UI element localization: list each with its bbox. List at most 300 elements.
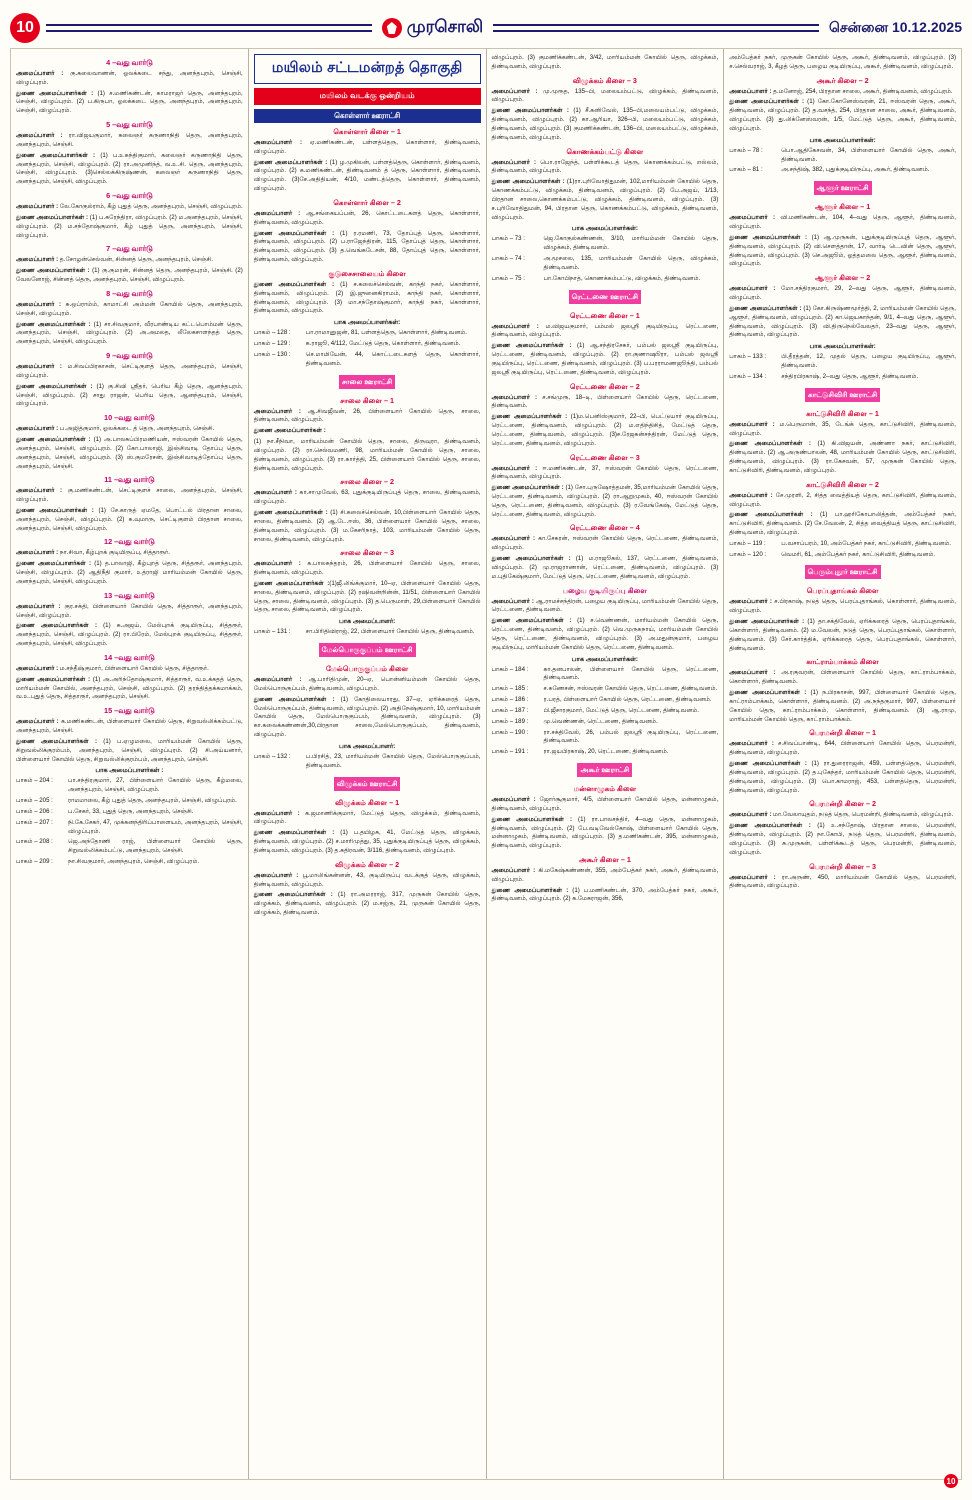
organizer-names: (1) சோ.புருஷோத்தமன், 35,மாரியம்மன் கோயில் தெரு, ரெட்டணை, திண்டிவனம், விழுப்புரம். (2) ரா.ஆறுமுகம், 40, ஈஸ்வரன் கோயில் தெரு, ரெட்டணை, திண்டிவனம், விழுப்புரம். (3) ர.வேங்கேஷ், மேட்டுத் தெரு, ரெட்டணை, திண்டிவனம், விழுப்புரம். bbox=[491, 484, 719, 518]
organizer-names: கி.மகேஷ்கண்ணன், 355, அம்பேத்கர் நகர், அகூர், திண்டிவனம், விழுப்புரம். bbox=[491, 867, 719, 883]
organizer-paragraph bbox=[492, 159, 719, 177]
organizer-role-label: அமைப்பாளர் : bbox=[16, 363, 62, 371]
organizer-role-label: அமைப்பாளர் : bbox=[729, 873, 776, 881]
organizer-role-label: துணை அமைப்பாளர்கள் : bbox=[491, 342, 572, 350]
organizer-paragraph bbox=[254, 696, 481, 740]
organizer-names: ச.சங்முரூ, 18–டி, பிள்ளையார் கோயில் தெரு, ரெட்டணை, திண்டிவனம். bbox=[491, 393, 719, 410]
part-organizer-row bbox=[16, 808, 243, 817]
organizer-paragraph bbox=[254, 210, 481, 228]
part-organizer-row bbox=[254, 628, 481, 637]
part-organizer-details: சந்திரபிரகாஷ், 2–வது தெரு, ஆளூர், திண்டிவனம். bbox=[781, 372, 919, 380]
organizer-names: கா.சேகரன், ஈஸ்வரன் கோயில் தெரு, ரெட்டணை, திண்டிவனம், விழுப்புரம். bbox=[491, 535, 719, 552]
organizer-paragraph bbox=[254, 438, 481, 473]
organizer-role-label: அமைப்பாளர் : bbox=[253, 209, 301, 217]
organizer-role-label: துணை அமைப்பாளர்கள் : bbox=[729, 689, 807, 697]
organizer-paragraph bbox=[254, 489, 481, 507]
organizer-role-label: அமைப்பாளர் : bbox=[253, 809, 300, 817]
organizer-role-label: அமைப்பாளர் : bbox=[16, 664, 59, 672]
organizer-role-label: அமைப்பாளர் : bbox=[253, 560, 301, 568]
branch-heading: அகூர் கிளை – 2 bbox=[816, 75, 869, 85]
branch-heading: ரெட்டணை கிளை – 1 bbox=[569, 310, 640, 320]
part-number: பாகம் – 134 : bbox=[729, 372, 767, 380]
column-3 bbox=[486, 49, 724, 1479]
organizer-paragraph bbox=[492, 107, 719, 142]
organizer-names: (1) ர.ரமணி, 73, தோப்புத் தெரு, கொள்ளார், திண்டிவனம், விழுப்புரம். (2) ப.ராஜேந்திரன், 115, தோப்புத் தெரு, கொள்ளார், திண்டிவனம், விழுப்புரம். (3) த.வெங்கடேசன், 88, தோப்புத் தெரு, கொள்ளார், திண்டிவனம், விழுப்புரம். bbox=[253, 229, 481, 264]
organizer-paragraph bbox=[729, 811, 956, 820]
part-organizer-row bbox=[492, 275, 719, 284]
organizer-names: (1) கு.சிவி ஸ்ரீதர், பெரிய கீழ் தெரு, ஆனந்தபுரம், செஞ்சி, விழுப்புரம். (2) சாது ராஜன், பெரிய தெரு, ஆனந்தபுரம், செஞ்சி, விழுப்புரம். bbox=[16, 382, 243, 408]
organizer-role-label: அமைப்பாளர் : bbox=[491, 535, 536, 543]
organizer-names: கு.கலைவாணன், ஓலக்கடை சந்து, அனந்தபுரம், செஞ்சி, விழுப்புரம். bbox=[16, 70, 243, 86]
organizer-paragraph bbox=[492, 342, 719, 377]
organizer-role-label: அமைப்பாளர் : bbox=[16, 425, 59, 433]
organizer-paragraph bbox=[16, 363, 243, 381]
organizer-paragraph bbox=[729, 740, 956, 758]
part-organizer-row bbox=[492, 718, 719, 727]
part-organizer-details: ப.பிரசித், 23, மாரியம்மன் கோயில் தெரு, மேல்பொருகுப்பம், திண்டிவனம். bbox=[305, 752, 481, 769]
organizer-paragraph bbox=[254, 427, 481, 436]
organizer-names: (1)ஜீ.லிங்க்குமார், 10–ஏ, பிள்ளையார் கோயில் தெரு, சாலை, திண்டிவனம், விழுப்புரம். (2) ரஷிவன்றின்ன், 11/51, பிள்ளையார் கோயில் தெரு, சாலை, திண்டிவனம், விழுப்புரம். (3) த.பெருமாள், 29,பிள்ளையார் கோயில் தெரு, சாலை, திண்டிவனம், விழுப்புரம். bbox=[253, 579, 481, 614]
organizer-paragraph bbox=[492, 598, 719, 616]
organizer-role-label: துணை அமைப்பாளர்கள் : bbox=[16, 89, 94, 97]
columns-container bbox=[10, 48, 962, 1480]
organizer-paragraph bbox=[729, 98, 956, 133]
branch-heading: விழுக்கம் கிளை – 1 bbox=[335, 797, 400, 807]
part-number: பாகம் – 185 : bbox=[491, 685, 529, 693]
organizer-paragraph bbox=[16, 301, 243, 319]
organizer-names: ஜோர்சூகுமார், 4/5, பிள்ளையார் கோயில் தெரு, மன்னாழுகம், திண்டிவனம், விழுப்புரம். bbox=[491, 796, 719, 812]
part-number: பாகம் – 131 : bbox=[253, 628, 291, 636]
branch-heading: கொணக்கம்பட்டு கிளை bbox=[566, 146, 644, 156]
part-number: பாகம் – 186 : bbox=[491, 696, 529, 704]
panchayat-banner-wrap bbox=[492, 759, 719, 780]
part-organizer-details: ப.சேகர், 33, புதுத் தெரு, அனந்தபுரம், செஞ்சி. bbox=[68, 807, 194, 815]
organizer-names: க.மணிகண்டன், பிள்ளையார் கோயில் தெரு, சிறுவல்லிக்கம்பட்டு, அனந்தபுரம், செஞ்சி. bbox=[16, 718, 243, 735]
organizer-role-label: அமைப்பாளர் : bbox=[491, 87, 538, 95]
organizer-paragraph bbox=[492, 394, 719, 412]
branch-heading: விழுக்கம் கிளை – 3 bbox=[572, 75, 637, 85]
branch-heading: பெரப்புதாங்கல் கிளை bbox=[806, 586, 879, 596]
part-organizers-heading: பாக அமைப்பாளர்கள்: bbox=[809, 136, 876, 144]
edition-date: சென்னை 10.12.2025 bbox=[829, 18, 963, 35]
part-organizer-details: பா.சந்திரகுமார், 27, பிள்ளையார் கோயில் தெரு, கீழ்மலை, அனந்தபுரம், செஞ்சி, விழுப்புரம். bbox=[68, 777, 243, 794]
organizer-role-label: துணை அமைப்பாளர்கள் : bbox=[729, 511, 813, 519]
part-organizers-heading: பாக அமைப்பாளர்கள்: bbox=[571, 655, 638, 663]
organizer-role-label: துணை அமைப்பாளர்கள் : bbox=[491, 617, 572, 625]
organizer-names: ரா.விஜயகுமார், கலைஞர் கருணாநிதி தெரு, அனந்தபுரம், அனந்தபுரம், செஞ்சி. bbox=[16, 132, 243, 148]
organizer-names: ரா.அருண், 450, மாரியம்மன் கோயில் தெரு, பெரமன்றி, திண்டிவனம், விழுப்புரம். bbox=[729, 873, 956, 890]
part-organizer-details: பொ.ஆதிகேசவன், 34, பிள்ளையார் கோயில் தெரு, அகூர், திண்டிவனம். bbox=[781, 146, 956, 163]
part-number: பாகம் – 205 : bbox=[16, 797, 53, 805]
part-organizer-details: நி.கே.சேகர், 47, முக்கனந்திரிப்பாளையம், அனந்தபுரம், செஞ்சி, விழுப்புரம். bbox=[68, 818, 243, 835]
organizer-names: மா.வேலாயுதம், நடுத் தெரு, பெரமன்றி, திண்டிவனம், விழுப்புரம். bbox=[771, 811, 954, 819]
part-organizer-details: ச.கணேசன், ஈஸ்வரன் கோயில் தெரு, ரெட்டணை, திண்டிவனம். bbox=[543, 685, 718, 693]
ward-heading: 11 –வது வார்டு bbox=[104, 475, 155, 485]
organizer-names: (1) ரா.துரைராஜன், 459, பள்ளத்தெரு, பெரமன்றி, திண்டிவனம், விழுப்புரம். (2) த.புகேந்தர், மாரியம்மன் கோயில் தெரு, பெரமன்றி, திண்டிவனம், விழுப்புரம். (3) பொ.காமராஜ், 453, பள்ளத்தெரு, பெரமன்றி, திண்டிவனம், விழுப்புரம். bbox=[729, 760, 956, 794]
branch-heading: ரெட்டணை கிளை – 2 bbox=[569, 381, 640, 391]
footer-page-badge: 10 bbox=[944, 1474, 958, 1488]
part-number: பாகம் – 81 : bbox=[729, 166, 763, 174]
part-organizer-details: ப.வசாப்பரம், 10, அம்பேத்கர் நகர், காட்டுசிவிரி, திண்டிவனம். bbox=[781, 539, 951, 547]
organizer-names: ஆ.சிவஜீவன், 26, பிள்ளையார் கோயில் தெரு, சாலை, திண்டிவனம், விழுப்புரம். bbox=[253, 407, 481, 424]
organizer-paragraph bbox=[729, 669, 956, 687]
organizer-names: (1) ஆ.சந்திரசேகர், பம்பல் ஜலஸ்ரீ குடியிருப்பு, ரெட்டணை, திண்டிவனம், விழுப்புரம். (2) ரா.குணாஷூரா, பம்பல் ஜலஸ்ரீ குடியிருப்பு, ரெட்டணை, திண்டிவனம், விழுப்புரம். (3) ப.பரராமணஜூந்தி, பம்பல் ஜலஸ்ரீ குடியிருப்பு, ரெட்டணை, திண்டிவனம், விழுப்புரம். bbox=[491, 342, 719, 376]
organizer-names: ம.சிவப்பிரகாசன், செட்டிகுளத் தெரு, அனந்தபுரம், செஞ்சி, விழுப்புரம். bbox=[16, 363, 243, 379]
page-title: மயிலம் சட்டமன்றத் தொகுதி bbox=[254, 54, 481, 84]
organizer-names: (1) ப.சுரேந்திரா, விழுப்புரம். (2) ம.அனந்தபுரம், செஞ்சி, விழுப்புரம். (2) ம.சந்தோஷ்குமார், கீழ் புதுத் தெரு, அனந்தபுரம், செஞ்சி, விழுப்புரம். bbox=[16, 213, 243, 239]
organizer-role-label: துணை அமைப்பாளர்கள் : bbox=[16, 213, 89, 221]
ward-heading: 15 –வது வார்டு bbox=[104, 706, 155, 716]
organizer-paragraph bbox=[16, 425, 243, 434]
part-number: பாகம் – 119 : bbox=[729, 539, 766, 547]
organizer-role-label: துணை அமைப்பாளர்கள் : bbox=[253, 829, 335, 837]
organizer-role-label: துணை அமைப்பாளர்கள் : bbox=[253, 280, 335, 288]
page-subtitle: மயிலம் வடக்கு ஒன்றியம் bbox=[254, 88, 481, 105]
branch-heading: ஆளூர் கிளை – 1 bbox=[814, 202, 871, 212]
organizer-names: மு.முரூத, 135–பி, மலையம்பட்டு, விழுக்கம், திண்டிவனம், விழுப்புரம். bbox=[491, 87, 719, 104]
organizer-role-label: துணை அமைப்பாளர்கள் : bbox=[253, 158, 328, 166]
part-number: பாகம் – 204 : bbox=[16, 777, 53, 785]
organizer-role-label: துணை அமைப்பாளர்கள் : bbox=[253, 579, 330, 587]
part-number: பாகம் – 209 : bbox=[16, 858, 53, 865]
part-organizer-details: ஜெ.அந்தோணி ராஜ், பிள்ளையார் கோயில் தெரு, சிறுவல்லிக்கம்பட்டு, அனந்தபுரம், செஞ்சி. bbox=[68, 838, 243, 855]
organizer-names: ம.பெருமான், 35, டேங்க் தெரு, காட்டுசிவிரி, திண்டிவனம், விழுப்புரம். bbox=[729, 420, 956, 437]
organizer-role-label: துணை அமைப்பாளர்கள் : bbox=[729, 233, 808, 241]
organizer-role-label: துணை அமைப்பாளர்கள் : bbox=[16, 320, 91, 328]
organizer-role-label: அமைப்பாளர் : bbox=[16, 718, 59, 726]
organizer-paragraph bbox=[16, 152, 243, 187]
part-organizer-details: ஜெ.கோகுல்கண்ணன், 3/10, மாரியம்மன் கோயில் தெரு, விழுக்கம், திண்டிவனம். bbox=[543, 235, 719, 252]
organizer-role-label: அமைப்பாளர் : bbox=[491, 464, 538, 472]
part-organizers-heading: பாக அமைப்பாளர்கள்: bbox=[809, 343, 876, 351]
organizer-paragraph bbox=[16, 718, 243, 736]
flame-icon bbox=[382, 18, 402, 38]
panchayat-banner: மேல்பொருகுப்பம் ஊராட்சி bbox=[319, 643, 416, 657]
organizer-paragraph bbox=[729, 421, 956, 439]
part-organizer-details: நா.சிவகுமார், அனந்தபுரம், செஞ்சி, விழுப்புரம். bbox=[68, 858, 200, 865]
organizer-paragraph bbox=[16, 267, 243, 285]
organizer-paragraph bbox=[16, 507, 243, 533]
part-number: பாகம் – 189 : bbox=[491, 717, 529, 725]
panchayat-banner: விழுக்கம் ஊராட்சி bbox=[334, 777, 401, 791]
part-organizers-heading: பாக அமைப்பாளர்: bbox=[338, 618, 396, 626]
part-organizer-details: பி.தீரத்தன், 12, முதல் தெரு, பழைய குடியிருப்பு, ஆளூர், திண்டிவனம். bbox=[781, 353, 956, 370]
organizer-role-label: துணை அமைப்பாளர்கள் : bbox=[729, 440, 811, 448]
organizer-names: (1) கோ.கோனேஸ்வரன், 21, ஈஸ்வரன் தெரு, அகூர், திண்டிவனம், விழுப்புரம். (2) த.வசந்த், 254, பிரதான சாலை, அகூர், திண்டிவனம், விழுப்புரம். (3) து.லிக்னேஸ்வரன், 1/5, மேட்டுத் தெரு, அகூர், திண்டிவனம், விழுப்புரம். bbox=[729, 98, 956, 132]
panchayat-banner-wrap bbox=[492, 286, 719, 307]
organizer-paragraph bbox=[254, 159, 481, 194]
organizer-paragraph bbox=[16, 90, 243, 116]
organizer-role-label: அமைப்பாளர் : bbox=[16, 256, 59, 264]
branch-heading: கொள்ளார் கிளை – 1 bbox=[333, 127, 401, 136]
part-organizer-details: பா.ராமானுஜன், 81, பள்ளத்தெரு, கொள்ளார், திண்டிவனம். bbox=[305, 329, 467, 337]
ward-heading: 4 –வது வார்டு bbox=[106, 58, 153, 67]
organizer-names: (1) த.பாலாஜி, கீழ்புறத் தெரு, சித்தரூர், அனந்தபுரம், செஞ்சி, விழுப்புரம். (2) ஆதிநீதி குமார், உத்ராஜி மாரியம்மன் கோயில் தெரு, அனந்தபுரம், செஞ்சி, விழுப்புரம். bbox=[16, 560, 243, 585]
branch-heading: பெரமன்றி கிளை – 2 bbox=[809, 799, 876, 809]
part-number: பாகம் – 78 : bbox=[729, 146, 763, 154]
part-organizer-row bbox=[16, 777, 243, 795]
part-organizer-row bbox=[16, 858, 243, 867]
organizer-role-label: அமைப்பாளர் : bbox=[16, 487, 63, 495]
part-organizer-row bbox=[492, 696, 719, 705]
panchayat-banner: அகூர் ஊராட்சி bbox=[577, 763, 632, 777]
branch-heading: காட்டுசிவிரி கிளை – 1 bbox=[806, 408, 879, 418]
part-organizer-row bbox=[492, 685, 719, 694]
organizer-paragraph bbox=[254, 891, 481, 917]
organizer-names: (1) ரா.பாலசந்திர், 4–வது தெரு, மன்னாழுகம், திண்டிவனம், விழுப்புரம். (2) பே.வடிவேல்கோஷ், பிள்ளையார் கோயில் தெரு, மன்னாழுகம், திண்டிவனம், விழுப்புரம். (3) த.மணிகண்டன், 395, மன்னாழுகம், திண்டிவனம், விழுப்புரம். bbox=[491, 815, 719, 850]
part-organizer-row bbox=[254, 753, 481, 771]
organizer-paragraph bbox=[254, 829, 481, 855]
publication-name: முரசொலி bbox=[406, 17, 484, 36]
organizer-names: க.பாலசுந்தரம், 26, பிள்ளையார் கோயில் தெரு, சாலை, திண்டிவனம், விழுப்புரம். bbox=[253, 560, 481, 577]
organizer-role-label: துணை அமைப்பாளர்கள் : bbox=[253, 695, 335, 703]
organizer-paragraph bbox=[254, 230, 481, 265]
part-organizer-row bbox=[729, 373, 956, 382]
masthead-rule-left bbox=[46, 24, 372, 32]
panchayat-banner-wrap bbox=[729, 561, 956, 582]
organizer-names: (1) ம.ராஜூகல், 137, ரெட்டணை, திண்டிவனம், விழுப்புரம். (2) மு.ராஜராணான், ரெட்டணை, திண்டிவனம், விழுப்புரம். (3) ம.புதிகேஷ்குமார், மேட்டுத் தெரு, ரெட்டணை, திண்டிவனம், விழுப்புரம். bbox=[491, 555, 719, 580]
organizer-role-label: அமைப்பாளர் : bbox=[729, 87, 772, 95]
organizer-names: ச.சிவப்பாண்டி, 644, பிள்ளையார் கோயில் தெரு, பெரமன்றி, திண்டிவனம், விழுப்புரம். bbox=[729, 740, 956, 757]
organizer-role-label: அமைப்பாளர் : bbox=[491, 597, 534, 605]
organizer-names: (1) அ.பாலசுப்பிரமணியன், ஈஸ்வரன் கோயில் தெரு, அனந்தபுரம், செஞ்சி, விழுப்புரம். (2) கோ.பாலாஜி, இஞ்சிவாடி தோப்பு தெரு, அனந்தபுரம், செஞ்சி, விழுப்புரம். (3) ஸ்.குமரேசன், இஞ்சிவாடித்தோப்பு தெரு, அனந்தபுரம், செஞ்சி. bbox=[16, 436, 243, 470]
organizer-role-label: துணை அமைப்பாளர்கள் : bbox=[16, 151, 96, 159]
part-organizer-row bbox=[729, 540, 956, 549]
organizer-paragraph bbox=[492, 323, 719, 341]
organizer-names: ஆ.ராமச்சந்திரன், பழைய குடியிருப்பு, மாரியம்மன் கோயில் தெரு, ரெட்டணை, திண்டிவனம். bbox=[491, 597, 719, 614]
branch-heading: விழுக்கம் கிளை – 2 bbox=[335, 859, 400, 869]
panchayat-banner: பெரும்புதூர் ஊராட்சி bbox=[805, 565, 881, 579]
part-organizers-heading: பாக அமைப்பாளர்கள்: bbox=[571, 225, 638, 233]
organizer-paragraph bbox=[492, 535, 719, 553]
organizer-names: (1) கோதிலையாரது, 37–ஏ, ஏரிக்கரைத் தெரு, மேல்பொருகுப்பம், திண்டிவனம், விழுப்புரம். (2) அதிநேஷ்குமார், 10, மாரியம்மன் கோயில் தெரு, மேல்பொருகுப்பம், திண்டிவனம், விழுப்புரம். (3) கா.கலைக்கண்ணன்,30,பிரதான சாலை,மேல்பொருகுப்பம், திண்டிவனம், விழுப்புரம். bbox=[253, 695, 481, 739]
part-number: பாகம் – 129 : bbox=[253, 340, 291, 348]
part-organizer-row bbox=[729, 166, 956, 175]
organizer-paragraph bbox=[16, 603, 243, 621]
organizer-names: ஏ.மணிகண்டன், பள்ளத்தெரு, கொள்ளார், திண்டிவனம், விழுப்புரம். bbox=[253, 139, 481, 155]
panchayat-banner-wrap bbox=[729, 384, 956, 405]
organizer-role-label: அமைப்பாளர் : bbox=[253, 676, 302, 684]
branch-heading: குடுசைசாலையம் கிளை bbox=[328, 268, 406, 278]
organizer-role-label: துணை அமைப்பாளர்கள் : bbox=[16, 506, 94, 514]
organizer-paragraph bbox=[16, 665, 243, 674]
column-2 bbox=[248, 49, 486, 1479]
organizer-role-label: துணை அமைப்பாளர்கள் : bbox=[253, 427, 326, 435]
organizer-paragraph bbox=[729, 492, 956, 510]
organizer-paragraph bbox=[729, 305, 956, 340]
organizer-names: (1) தா.சக்திவேல், ஏரிக்கரைத் தெரு, பெரப்புதாங்கல், கொள்ளார், திண்டிவனம். (2) ம.வேலன், நடுத் தெரு, பெரப்புதாங்கல், கொள்ளார், திண்டிவனம். (3) சேர்.கார்த்திக், ஏரிக்கரைத் தெரு, பெரப்புதாங்கல், கொள்ளார், திண்டிவனம். bbox=[729, 618, 956, 652]
ward-heading: 13 –வது வார்டு bbox=[104, 590, 155, 600]
organizer-paragraph bbox=[729, 689, 956, 724]
organizer-paragraph bbox=[16, 676, 243, 702]
organizer-names: குர.சக்தி, பிள்ளையார் கோயில் தெரு, சித்தாரூர், அனந்தபுரம், செஞ்சி, விழுப்புரம். bbox=[16, 602, 243, 619]
organizer-role-label: துணை அமைப்பாளர்கள் : bbox=[253, 891, 333, 899]
organizer-role-label: அமைப்பாளர் : bbox=[729, 491, 773, 499]
organizer-paragraph bbox=[492, 617, 719, 652]
part-number: பாகம் – 128 : bbox=[253, 329, 291, 337]
organizer-role-label: துணை அமைப்பாளர்கள் : bbox=[16, 267, 90, 275]
organizer-paragraph bbox=[16, 214, 243, 240]
organizer-paragraph bbox=[729, 234, 956, 269]
part-organizer-details: கா.தனபாலன், பிள்ளையார் கோயில் தெரு, ரெட்டணை, திண்டிவனம். bbox=[543, 665, 719, 682]
organizer-names: (1) ச.வெண்ணன், மாரியம்மன் கோயில் தெரு, ரெட்டணை, திண்டிவனம், விழுப்புரம். (2) வெ.முருகநாய், மாரியம்மன் கோயில் தெரு, ரெட்டணை, திண்டிவனம், விழுப்புரம். (3) அ.மதுன்குமார், பழைய குடியிருப்பு, மாரியம்மன் கோயில் தெரு, ரெட்டணை, திண்டிவனம். bbox=[491, 617, 719, 651]
ward-heading: 7 –வது வார்டு bbox=[106, 244, 153, 254]
part-number: பாகம் – 187 : bbox=[491, 706, 529, 714]
branch-heading: பெரமன்றி கிளை – 1 bbox=[809, 728, 876, 738]
organizer-names: ச.பிரகாஷ், நடுத் தெரு, பெரப்புதாங்கல், கொள்ளார், திண்டிவனம், விழுப்புரம். bbox=[729, 598, 956, 615]
panchayat-banner-wrap bbox=[254, 371, 481, 392]
organizer-names: (1) ப.மணிகண்டன், 370, அம்பேத்கர் நகர், அகூர், திண்டிவனம், விழுப்புரம். (2) க.மேகராஜன், 356, bbox=[491, 886, 719, 903]
organizer-paragraph bbox=[492, 413, 719, 448]
organizer-names: (1) சீ.கனிவேல், 135–பி,மலையம்பட்டு, விழுக்கம், திண்டிவனம், விழுப்புரம். (2) கா.ஆரியா, 326–பி, மலையம்பட்டு, விழுக்கம், திண்டிவனம், விழுப்புரம். (3) குமணிக்கண்டன், 136–பி, மலையம்பட்டு, விழுக்கம், திண்டிவனம், விழுப்புரம். bbox=[491, 107, 719, 141]
organizer-names: (1)ரா.புரிவோதிதுமன், 102,மாரியம்மன் கோயில் தெரு, கொணக்கம்பட்டு, விழுக்கம், திண்டிவனம், விழுப்புரம். (2) பே.அஜய், 1/13, பிரதான சாலை,கொணக்கம்பட்டு, விழுக்கம், திண்டிவனம், விழுப்புரம். (3) ச.புரிவோதிதுமன், 94, பிரதான தெரு, கொணக்கம்பட்டு, விழுக்கம், திண்டிவனம், விழுப்புரம். bbox=[491, 178, 719, 221]
organizer-paragraph bbox=[492, 555, 719, 581]
part-organizer-details: மு.வெண்ணன், ரெட்டணை, திண்டிவனம். bbox=[543, 717, 658, 725]
organizer-role-label: துணை அமைப்பாளர்கள் : bbox=[491, 484, 564, 492]
organizer-role-label: துணை அமைப்பாளர்கள் : bbox=[491, 107, 569, 115]
organizer-role-label: துணை அமைப்பாளர்கள் : bbox=[729, 618, 805, 626]
organizer-role-label: அமைப்பாளர் : bbox=[16, 203, 59, 211]
organizer-names: (1) நா.சீநிவா, மாரியம்மன் கோயில் தெரு, சாலை, திருவுரா, திண்டிவனம், விழுப்புரம். (2) ரா.செல்வமணி, 98, மாரியம்மன் கோயில் தெரு, சாலை, திண்டிவனம், விழுப்புரம். (3) ரா.கார்த்தி, 25, பிள்ளையார் கோயில் தெரு, சாலை, திண்டிவனம், விழுப்புரம். bbox=[253, 438, 481, 472]
organizer-paragraph bbox=[729, 874, 956, 892]
organizer-names: (1) ந.பிரகாசன், 997, பிள்ளையார் கோயில் தெரு, காட்ராம்பாக்கம், கொள்ளார், திண்டிவனம். (2) அ.நந்தகுமார், 997, பிள்ளையார் கோயில் தெரு, காட்ராம்பாக்கம், கொள்ளார், திண்டிவனம். (3) ஆ.ராமு, மாரியம்மன் கோயில் தெரு, காட்ராம்பாக்கம். bbox=[729, 689, 956, 723]
organizer-paragraph bbox=[254, 872, 481, 890]
organizer-role-label: துணை அமைப்பாளர்கள் : bbox=[729, 822, 811, 830]
part-number: பாகம் – 130 : bbox=[253, 350, 291, 358]
organizer-names: (1) ப.தயிழசு, 41, மேட்டுத் தெரு, விழுக்கம், திண்டிவனம், விழுப்புரம். (2) ச.மாரிமுத்து, 35, புதுக்குடியிருப்புத் தெரு, விழுக்கம், திண்டிவனம், விழுப்புரம். (3) த.கதிரவன், 3/116, திண்டிவனம், விழுப்புரம். bbox=[253, 829, 481, 854]
part-organizers-heading: பாக அமைப்பாளர்கள்: bbox=[334, 319, 401, 327]
organizer-paragraph bbox=[492, 867, 719, 885]
organizer-names: கா.சாமுவேல், 63, புதுக்குடியிருப்புத் தெரு, சாலை, திண்டிவனம், விழுப்புரம். bbox=[253, 489, 481, 506]
organizer-paragraph bbox=[16, 70, 243, 88]
part-organizer-row bbox=[729, 353, 956, 371]
organizer-names: (1)ம.பெனிஸ்குமார், 22–பி, பெட்டுயார் குடியிருப்பு, ரெட்டணை, திண்டிவனம், விழுப்புரம். (2) ம.எதிந்திசித், மேட்டுத் தெரு, ரெட்டணை, திண்டிவனம், விழுப்புரம். (3)ச.ரேஜகன்சந்திரன், மேட்டுத் தெரு, ரெட்டணை, திண்டிவனம், விழுப்புரம். bbox=[491, 413, 719, 447]
organizer-names: ம.விஜயகுமார், பம்மல் ஜலஸ்ரீ குடியிருப்பு, ரெட்டணை, திண்டிவனம், விழுப்புரம். bbox=[491, 322, 719, 339]
organizer-names: வி.மணிகண்டன், 104, 4–வது தெரு, ஆளூர், திண்டிவனம், விழுப்புரம். bbox=[729, 214, 956, 231]
organizer-role-label: அமைப்பாளர் : bbox=[491, 322, 539, 330]
part-number: பாகம் – 191 : bbox=[491, 748, 529, 756]
organizer-paragraph bbox=[729, 54, 956, 72]
organizer-names: அம்பேத்கர் நகர், முருகன் கோயில் தெரு, அகூர், திண்டிவனம், விழுப்புரம். (3) ச.செல்வராஜ், 3, கீழத் தெரு, பழைய குடியிருப்பு, அகூர், திண்டிவனம், விழுப்புரம். bbox=[729, 54, 956, 70]
organizer-paragraph bbox=[492, 88, 719, 106]
organizer-role-label: அமைப்பாளர் : bbox=[253, 407, 301, 415]
organizer-names: (1) ப.ஏழுமலை, மாரியம்மன் கோயில் தெரு, சிறுவல்லிக்குரம்பம், அனந்தபுரம், செஞ்சி, விழுப்புரம். (2) சி.அய்யனார், பிள்ளையார் கோயில் தெரு, சிறுவல்லிக்குரம்பம், அனந்தபுரம், செஞ்சி. bbox=[16, 737, 243, 763]
ward-heading: 9 –வது வார்டு bbox=[106, 351, 153, 361]
part-organizer-row bbox=[16, 819, 243, 837]
organizer-names: த.மனோஜ், 254, பிரதான சாலை, அகூர், திண்டிவனம், விழுப்புரம். bbox=[771, 87, 953, 95]
part-organizer-details: அ.சந்திஷ், 382, புதுக்குடியிருப்பு, அகூர், திண்டிவனம். bbox=[781, 166, 930, 174]
organizer-role-label: துணை அமைப்பாளர்கள் : bbox=[729, 304, 802, 312]
organizer-role-label: அமைப்பாளர் : bbox=[16, 132, 63, 140]
organizer-paragraph bbox=[16, 622, 243, 648]
part-organizer-row bbox=[492, 729, 719, 747]
organizer-names: (1) ச.கலைச்செல்வன், காந்தி நகர், கொள்ளார், திண்டிவனம், விழுப்புரம். (2) இ.ஜுனைகிராமம், காந்தி நகர், கொள்ளார், திண்டிவனம், விழுப்புரம். (3) மா.சந்தோஷ்குமார், காந்தி நகர், கொள்ளார், திண்டிவனம், விழுப்புரம். bbox=[253, 280, 481, 315]
panchayat-banner: சாலை ஊராட்சி bbox=[339, 375, 395, 389]
organizer-paragraph bbox=[16, 738, 243, 764]
organizer-paragraph bbox=[16, 436, 243, 471]
part-number: பாகம் – 120 : bbox=[729, 550, 767, 558]
organizer-role-label: அமைப்பாளர் : bbox=[253, 489, 297, 497]
page-number-badge: 10 bbox=[10, 13, 40, 43]
organizer-names: விழுப்புரம். (3) குமணிக்கண்டன், 3/42, மாரியம்மன் கோயில் தெரு, விழுக்கம், திண்டிவனம், விழுப்புரம். bbox=[491, 54, 719, 70]
organizer-names: (1) ப.உசுந்திகுமார், கலைஞர் கருணாநிதி தெரு, அனந்தபுரம், செஞ்சி, விழுப்புரம். (2) ரா.அமுனிந்த், வ.உ.சி. தெரு, அனந்தபுரம், செஞ்சி, விழுப்புரம். (3)செல்லக்கிருஷ்ணன், கலைஞர் கருணாநிதி தெரு, அனந்தபுரம், செஞ்சி, விழுப்புரம். bbox=[16, 151, 243, 186]
part-number: பாகம் – 207 : bbox=[16, 818, 53, 826]
organizer-names: ஈ.மணிகண்டன், 37, ஈஸ்வரன் கோயில் தெரு, ரெட்டணை, திண்டிவனம், விழுப்புரம். bbox=[491, 464, 719, 481]
branch-heading: அகூர் கிளை – 1 bbox=[578, 855, 631, 864]
panchayat-banner-wrap bbox=[254, 773, 481, 794]
organizer-role-label: அமைப்பாளர் : bbox=[16, 549, 59, 557]
organizer-role-label: துணை அமைப்பாளர்கள் : bbox=[729, 760, 807, 768]
organizer-paragraph bbox=[492, 178, 719, 222]
column-1 bbox=[11, 49, 248, 1479]
part-organizer-row bbox=[16, 797, 243, 806]
organizer-role-label: அமைப்பாளர் : bbox=[491, 796, 536, 804]
organizer-role-label: துணை அமைப்பாளர்கள் : bbox=[16, 436, 91, 444]
branch-heading: காட்டுசிவிரி கிளை – 2 bbox=[806, 479, 879, 489]
organizer-names: பூ.மாலிங்கன்னன், 43, குடியிருப்பு வடக்குத் தெரு, விழுக்கம், திண்டிவனம், விழுப்புரம். bbox=[253, 871, 481, 888]
part-organizer-details: ரா.சக்திவேல், 26, பம்பல் ஜலஸ்ரீ குடியிருப்பு, ரெட்டணை, திண்டிவனம். bbox=[543, 728, 719, 745]
organizer-paragraph bbox=[492, 484, 719, 519]
organizer-names: (1) கி.விஜயன், அண்ணா நகர், காட்டுசிவிரி, திண்டிவனம். (2) ஆ.அருண்பாலன், 48, மாரியம்மன் கோயில் தெரு, காட்டுசிவிரி, திண்டிவனம், விழுப்புரம். (3) ரா.கேசவன், 57, முருகன் கோயில் தெரு, காட்டுசிவிரி, திண்டிவனம், விழுப்புரம். bbox=[729, 440, 956, 474]
part-organizer-details: பா.கோபிநாத், கொணக்கம்பட்டு, விழுக்கம், திண்டிவனம். bbox=[543, 274, 701, 282]
organizer-role-label: துணை அமைப்பாளர்கள் : bbox=[491, 413, 568, 421]
part-number: பாகம் – 208 : bbox=[16, 838, 53, 846]
organizer-names: ப.அஜித்குமார், ஓலக்கடை த் தெரு, அனந்தபுரம், செஞ்சி. bbox=[58, 425, 215, 433]
organizer-role-label: அமைப்பாளர் : bbox=[729, 285, 776, 293]
part-organizers-heading: பாக அமைப்பாளர்: bbox=[338, 742, 396, 750]
branch-heading: ஆளூர் கிளை – 2 bbox=[814, 273, 871, 283]
organizer-role-label: துணை அமைப்பாளர்கள் : bbox=[16, 382, 93, 390]
organizer-role-label: அமைப்பாளர் : bbox=[729, 598, 772, 606]
organizer-role-label: அமைப்பாளர் : bbox=[491, 158, 537, 166]
organizer-paragraph bbox=[254, 580, 481, 615]
part-number: பாகம் – 74 : bbox=[491, 255, 525, 263]
organizer-paragraph bbox=[729, 822, 956, 857]
part-number: பாகம் – 206 : bbox=[16, 807, 53, 815]
branch-heading: மன்னாழுகம் கிளை bbox=[573, 784, 637, 794]
branch-heading: மேல்பொருகுப்பம் கிளை bbox=[326, 664, 409, 674]
organizer-names: (1) கோ.கிருஷ்ணமூர்த்தி, 2, மாரியம்மன் கோயில் தெரு, ஆளூர், திண்டிவனம், விழுப்புரம். (2) கா.ஜெயகாந்தன், 9/1, 4–வது தெரு, ஆளூர், திண்டிவனம், விழுப்புரம். (3) வி.திருநெல்வேலதர், 23–வது தெரு, ஆளூர், திண்டிவனம், விழுப்புரம். bbox=[729, 304, 957, 339]
part-organizer-details: ர.பரத், பிள்ளையார் கோயில் தெரு, ரெட்டணை, திண்டிவனம். bbox=[543, 696, 712, 704]
organizer-paragraph bbox=[729, 598, 956, 616]
ward-heading: 5 –வது வார்டு bbox=[106, 120, 153, 130]
organizer-role-label: அமைப்பாளர் : bbox=[253, 139, 303, 146]
part-organizer-row bbox=[492, 707, 719, 716]
organizer-role-label: துணை அமைப்பாளர்கள் : bbox=[16, 737, 98, 745]
organizer-names: (1) சி.கலைச்செல்வன், 10,பிள்ளையார் கோயில் தெரு, சாலை, திண்டிவனம். (2) ஆ.டே.ஈஸ், 36, பிள்ளையார் கோயில் தெரு, சாலை, திண்டிவனம், விழுப்புரம். (3) ம.கேசரிநாத், 103, மாரியம்மன் கோயில் தெரு, சாலை, திண்டிவனம், விழுப்புரம். bbox=[253, 509, 481, 543]
part-organizer-row bbox=[492, 666, 719, 684]
organizer-names: (1) க.அஜய், மேல்புறக் குடியிருப்பு, சித்தரூர், அனந்தபுரம், செஞ்சி, விழுப்புரம். (2) ரா.பிரேம், மேல்புறக் குடியிருப்பு, சித்தரூர், அனந்தபுரம், செஞ்சி, விழுப்புரம். bbox=[16, 622, 243, 648]
organizer-role-label: துணை அமைப்பாளர்கள் : bbox=[491, 815, 573, 823]
organizer-names: சு.ஒப்ராம்ம், காமாட்சி அம்மன் கோயில் தெரு, அனந்தபுரம், செஞ்சி, விழுப்புரம். bbox=[16, 300, 243, 317]
organizer-paragraph bbox=[16, 383, 243, 409]
organizer-names: நா.சிவா, கீழ்புறக் குடியிருப்பு, சித்தாரூர். bbox=[58, 549, 170, 557]
part-organizer-row bbox=[254, 340, 481, 349]
organizer-role-label: துணை அமைப்பாளர்கள் : bbox=[16, 560, 91, 568]
organizer-names: (1) சா.சிவகுமார், வீரபாண்டிய கட்டபொம்மன் தெரு, அனந்தபுரம், செஞ்சி, விழுப்புரம். (2) அ.அமலத, லீலேகசாளந்தத் தெரு, அனந்தபுரம், செஞ்சி, விழுப்புரம். bbox=[16, 320, 243, 346]
branch-heading: சாலை கிளை – 2 bbox=[340, 477, 394, 487]
part-organizer-row bbox=[254, 351, 481, 369]
part-organizer-row bbox=[729, 551, 956, 560]
organizer-role-label: அமைப்பாளர் : bbox=[16, 300, 62, 308]
organizer-paragraph bbox=[492, 54, 719, 72]
panchayat-banner: ரெட்டணை ஊராட்சி bbox=[569, 290, 642, 304]
ward-heading: 6 –வது வார்டு bbox=[106, 191, 153, 201]
organizer-role-label: அமைப்பாளர் : bbox=[729, 669, 776, 677]
branch-heading: ரெட்டணை கிளை – 3 bbox=[569, 452, 640, 462]
part-organizer-details: பி.ஜீசாரகுமார், மேட்டுத் தெரு, ரெட்டணை, திண்டிவனம். bbox=[543, 706, 699, 714]
branch-heading: பழைய குடியிருப்பு கிளை bbox=[562, 585, 647, 595]
